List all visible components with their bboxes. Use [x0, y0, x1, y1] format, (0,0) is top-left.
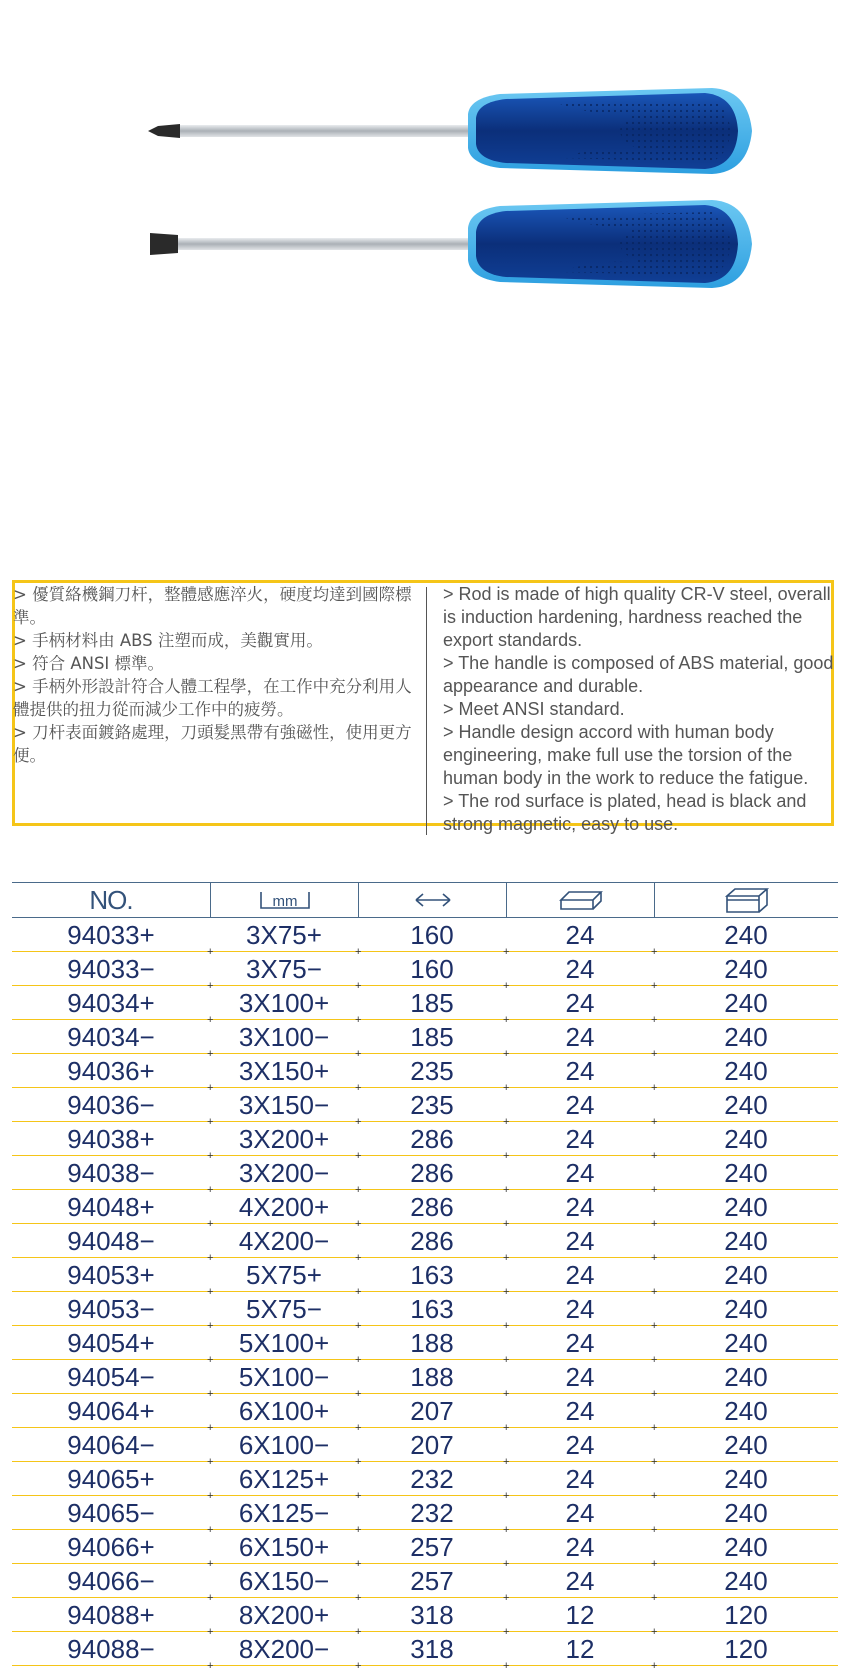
- cell-separator-mark: +: [207, 1218, 214, 1230]
- cell-separator-mark: +: [207, 946, 214, 958]
- cell-inner-qty: 24: [565, 1430, 595, 1460]
- length-arrow-icon: [413, 890, 453, 910]
- cell-separator-mark: +: [355, 1150, 362, 1162]
- cell-separator-mark: +: [503, 1320, 510, 1332]
- cell-carton-qty: 240: [724, 1260, 768, 1290]
- description-en-item: > The rod surface is plated, head is black and strong magnetic, easy to use.: [443, 791, 807, 834]
- cell-size: 4X200−: [238, 1226, 330, 1256]
- cell-separator-mark: +: [355, 1558, 362, 1570]
- table-row: [12, 1156, 838, 1196]
- cell-separator-mark: +: [651, 1286, 658, 1298]
- cell-length: 286: [410, 1158, 454, 1188]
- cell-length: 257: [410, 1566, 454, 1596]
- cell-separator-mark: +: [355, 1592, 362, 1604]
- cell-separator-mark: +: [355, 1048, 362, 1060]
- cell-length: 286: [410, 1226, 454, 1256]
- table-row: [12, 1122, 838, 1162]
- cell-separator-mark: +: [355, 1388, 362, 1400]
- cell-carton-qty: 120: [724, 1634, 768, 1664]
- cell-carton-qty: 240: [724, 1566, 768, 1596]
- cell-inner-qty: 24: [565, 1022, 595, 1052]
- description-chinese: [13, 583, 413, 767]
- header-size: [210, 883, 359, 917]
- cell-separator-mark: +: [503, 980, 510, 992]
- cell-length: 163: [410, 1294, 454, 1324]
- cell-separator-mark: +: [355, 1524, 362, 1536]
- cell-size: 3X75+: [246, 920, 322, 950]
- cell-inner-qty: 24: [565, 1362, 595, 1392]
- cell-separator-mark: +: [355, 1320, 362, 1332]
- cell-separator-mark: +: [207, 1524, 214, 1536]
- cell-separator-mark: +: [503, 1150, 510, 1162]
- cell-separator-mark: +: [207, 1456, 214, 1468]
- cell-separator-mark: +: [355, 1456, 362, 1468]
- cell-separator-mark: +: [651, 1660, 658, 1672]
- cell-length: 207: [410, 1396, 454, 1426]
- cell-carton-qty: 240: [724, 1022, 768, 1052]
- cell-carton-qty: 120: [724, 1600, 768, 1630]
- table-row: [12, 1394, 838, 1434]
- cell-inner-qty: 24: [565, 1294, 595, 1324]
- cell-product-number: 94036−: [67, 1090, 155, 1120]
- cell-product-number: 94066+: [67, 1532, 155, 1562]
- table-row: [12, 1088, 838, 1128]
- table-row: [12, 1598, 838, 1638]
- cell-length: 257: [410, 1532, 454, 1562]
- cell-separator-mark: +: [207, 1490, 214, 1502]
- cell-inner-qty: 24: [565, 1396, 595, 1426]
- cell-size: 3X150+: [238, 1056, 330, 1086]
- cell-carton-qty: 240: [724, 1294, 768, 1324]
- cell-length: 163: [410, 1260, 454, 1290]
- cell-inner-qty: 24: [565, 1226, 595, 1256]
- cell-product-number: 94033+: [67, 920, 155, 950]
- carton-box-icon: [723, 886, 771, 914]
- table-row: [12, 1530, 838, 1570]
- cell-separator-mark: +: [355, 1014, 362, 1026]
- cell-length: 188: [410, 1362, 454, 1392]
- cell-product-number: 94038+: [67, 1124, 155, 1154]
- cell-product-number: 94053−: [67, 1294, 155, 1324]
- cell-separator-mark: +: [503, 946, 510, 958]
- table-row: [12, 1292, 838, 1332]
- cell-separator-mark: +: [503, 1388, 510, 1400]
- cell-separator-mark: +: [651, 1082, 658, 1094]
- cell-carton-qty: 240: [724, 920, 768, 950]
- cell-separator-mark: +: [503, 1422, 510, 1434]
- table-row: [12, 986, 838, 1026]
- cell-separator-mark: +: [651, 1320, 658, 1332]
- table-row: [12, 1190, 838, 1230]
- cell-product-number: 94054+: [67, 1328, 155, 1358]
- cell-product-number: 94048+: [67, 1192, 155, 1222]
- cell-size: 6X150−: [238, 1566, 330, 1596]
- cell-size: 8X200−: [238, 1634, 330, 1664]
- cell-length: 286: [410, 1192, 454, 1222]
- description-divider: [426, 587, 427, 835]
- cell-separator-mark: +: [651, 1490, 658, 1502]
- table-row: [12, 1496, 838, 1536]
- cell-separator-mark: +: [503, 1116, 510, 1128]
- cell-length: 318: [410, 1600, 454, 1630]
- description-zh-item: > 刀杆表面鍍鉻處理，刀頭髮黑帶有強磁性，使用更方便。: [13, 723, 412, 765]
- cell-length: 232: [410, 1498, 454, 1528]
- inner-box-icon: [557, 888, 605, 912]
- table-row: [12, 1564, 838, 1604]
- slotted-tip: [150, 233, 178, 255]
- cell-carton-qty: 240: [724, 1362, 768, 1392]
- cell-product-number: 94034−: [67, 1022, 155, 1052]
- cell-separator-mark: +: [207, 1422, 214, 1434]
- cell-separator-mark: +: [503, 1592, 510, 1604]
- cell-inner-qty: 24: [565, 1124, 595, 1154]
- cell-inner-qty: 24: [565, 1566, 595, 1596]
- cell-separator-mark: +: [503, 1286, 510, 1298]
- cell-inner-qty: 24: [565, 988, 595, 1018]
- table-row: [12, 1326, 838, 1366]
- cell-separator-mark: +: [503, 1558, 510, 1570]
- cell-length: 235: [410, 1090, 454, 1120]
- cell-separator-mark: +: [651, 946, 658, 958]
- cell-separator-mark: +: [503, 1626, 510, 1638]
- cell-separator-mark: +: [207, 1048, 214, 1060]
- cell-separator-mark: +: [355, 1184, 362, 1196]
- cell-product-number: 94064−: [67, 1430, 155, 1460]
- cell-size: 3X75−: [246, 954, 322, 984]
- cell-size: 3X100−: [238, 1022, 330, 1052]
- cell-length: 207: [410, 1430, 454, 1460]
- cell-separator-mark: +: [207, 1150, 214, 1162]
- dimension-mm-icon: [257, 888, 313, 912]
- cell-separator-mark: +: [355, 1218, 362, 1230]
- cell-separator-mark: +: [207, 1184, 214, 1196]
- cell-inner-qty: 24: [565, 1498, 595, 1528]
- table-row: [12, 1360, 838, 1400]
- cell-length: 318: [410, 1634, 454, 1664]
- cell-product-number: 94036+: [67, 1056, 155, 1086]
- cell-product-number: 94064+: [67, 1396, 155, 1426]
- cell-separator-mark: +: [355, 980, 362, 992]
- cell-separator-mark: +: [355, 1422, 362, 1434]
- cell-separator-mark: +: [355, 1354, 362, 1366]
- table-row: [12, 1428, 838, 1468]
- cell-size: 4X200+: [238, 1192, 330, 1222]
- cell-inner-qty: 24: [565, 1532, 595, 1562]
- cell-separator-mark: +: [207, 1592, 214, 1604]
- cell-separator-mark: +: [651, 1116, 658, 1128]
- cell-separator-mark: +: [503, 1490, 510, 1502]
- cell-separator-mark: +: [503, 1218, 510, 1230]
- cell-size: 6X150+: [238, 1532, 330, 1562]
- description-en-item: > Meet ANSI standard.: [443, 699, 625, 719]
- cell-carton-qty: 240: [724, 1158, 768, 1188]
- cell-inner-qty: 24: [565, 954, 595, 984]
- cell-separator-mark: +: [355, 946, 362, 958]
- cell-separator-mark: +: [503, 1082, 510, 1094]
- cell-separator-mark: +: [651, 1524, 658, 1536]
- cell-separator-mark: +: [207, 1116, 214, 1128]
- table-row: [12, 952, 838, 992]
- cell-product-number: 94065−: [67, 1498, 155, 1528]
- header-inner-box: [506, 883, 655, 917]
- cell-carton-qty: 240: [724, 1396, 768, 1426]
- cell-separator-mark: +: [651, 1626, 658, 1638]
- description-english: [443, 583, 839, 836]
- cell-size: 5X100+: [238, 1328, 330, 1358]
- cell-separator-mark: +: [651, 1354, 658, 1366]
- cell-separator-mark: +: [207, 980, 214, 992]
- cell-inner-qty: 24: [565, 920, 595, 950]
- description-zh-item: > 優質絡機鋼刀杆，整體感應淬火，硬度均達到國際標準。: [13, 585, 412, 627]
- description-en-item: > Handle design accord with human body engineering, make full use the torsion of the human body in the work to reduce the fatigue.: [443, 722, 809, 788]
- phillips-tip: [148, 124, 180, 138]
- cell-inner-qty: 24: [565, 1090, 595, 1120]
- cell-product-number: 94034+: [67, 988, 155, 1018]
- cell-carton-qty: 240: [724, 1124, 768, 1154]
- cell-separator-mark: +: [651, 1048, 658, 1060]
- cell-separator-mark: +: [207, 1660, 214, 1672]
- header-carton: [654, 883, 839, 917]
- header-no-label: NO.: [89, 884, 133, 915]
- cell-carton-qty: 240: [724, 1328, 768, 1358]
- cell-length: 160: [410, 920, 454, 950]
- cell-separator-mark: +: [207, 1252, 214, 1264]
- cell-inner-qty: 12: [565, 1634, 595, 1664]
- cell-carton-qty: 240: [724, 1498, 768, 1528]
- table-row: [12, 1632, 838, 1672]
- cell-inner-qty: 24: [565, 1192, 595, 1222]
- cell-carton-qty: 240: [724, 1464, 768, 1494]
- cell-inner-qty: 24: [565, 1056, 595, 1086]
- cell-carton-qty: 240: [724, 1226, 768, 1256]
- table-row: [12, 1462, 838, 1502]
- description-zh-item: > 符合 ANSI 標準。: [13, 654, 165, 673]
- cell-separator-mark: +: [207, 1014, 214, 1026]
- cell-carton-qty: 240: [724, 1192, 768, 1222]
- cell-separator-mark: +: [651, 1252, 658, 1264]
- spec-table: [12, 882, 838, 1672]
- description-zh-item: > 手柄外形設計符合人體工程學，在工作中充分利用人體提供的扭力從而減少工作中的疲勞。: [13, 677, 412, 719]
- cell-product-number: 94033−: [67, 954, 155, 984]
- cell-product-number: 94038−: [67, 1158, 155, 1188]
- shaft: [180, 125, 470, 137]
- slotted-screwdriver: [150, 200, 752, 288]
- table-row: [12, 1020, 838, 1060]
- cell-separator-mark: +: [651, 1388, 658, 1400]
- cell-length: 286: [410, 1124, 454, 1154]
- cell-inner-qty: 24: [565, 1328, 595, 1358]
- cell-carton-qty: 240: [724, 988, 768, 1018]
- cell-separator-mark: +: [651, 1184, 658, 1196]
- cell-separator-mark: +: [503, 1014, 510, 1026]
- cell-size: 8X200+: [238, 1600, 330, 1630]
- cell-carton-qty: 240: [724, 1532, 768, 1562]
- cell-length: 185: [410, 988, 454, 1018]
- cell-length: 188: [410, 1328, 454, 1358]
- cell-separator-mark: +: [355, 1660, 362, 1672]
- cell-inner-qty: 12: [565, 1600, 595, 1630]
- cell-separator-mark: +: [355, 1116, 362, 1128]
- cell-carton-qty: 240: [724, 954, 768, 984]
- cell-separator-mark: +: [355, 1252, 362, 1264]
- cell-separator-mark: +: [503, 1048, 510, 1060]
- cell-separator-mark: +: [207, 1082, 214, 1094]
- cell-length: 235: [410, 1056, 454, 1086]
- cell-length: 160: [410, 954, 454, 984]
- description-en-item: > The handle is composed of ABS material, good appearance and durable.: [443, 653, 834, 696]
- shaft: [178, 238, 470, 250]
- table-row: [12, 1054, 838, 1094]
- cell-separator-mark: +: [207, 1558, 214, 1570]
- cell-separator-mark: +: [651, 1592, 658, 1604]
- header-length: [358, 883, 507, 917]
- cell-carton-qty: 240: [724, 1056, 768, 1086]
- cell-size: 3X200+: [238, 1124, 330, 1154]
- cell-size: 3X200−: [238, 1158, 330, 1188]
- cell-separator-mark: +: [503, 1184, 510, 1196]
- cell-separator-mark: +: [651, 1014, 658, 1026]
- cell-size: 5X100−: [238, 1362, 330, 1392]
- phillips-screwdriver: [148, 88, 752, 174]
- cell-separator-mark: +: [207, 1320, 214, 1332]
- cell-separator-mark: +: [355, 1490, 362, 1502]
- cell-inner-qty: 24: [565, 1464, 595, 1494]
- cell-separator-mark: +: [503, 1524, 510, 1536]
- cell-separator-mark: +: [651, 1150, 658, 1162]
- cell-length: 185: [410, 1022, 454, 1052]
- table-row: [12, 1224, 838, 1264]
- cell-separator-mark: +: [355, 1082, 362, 1094]
- table-body: [12, 918, 838, 1672]
- cell-size: 6X100+: [238, 1396, 330, 1426]
- cell-length: 232: [410, 1464, 454, 1494]
- cell-separator-mark: +: [651, 1456, 658, 1468]
- cell-separator-mark: +: [355, 1286, 362, 1298]
- cell-product-number: 94088+: [67, 1600, 155, 1630]
- cell-separator-mark: +: [651, 980, 658, 992]
- cell-separator-mark: +: [207, 1626, 214, 1638]
- cell-separator-mark: +: [503, 1252, 510, 1264]
- cell-product-number: 94065+: [67, 1464, 155, 1494]
- cell-product-number: 94088−: [67, 1634, 155, 1664]
- cell-size: 6X125−: [238, 1498, 330, 1528]
- cell-product-number: 94066−: [67, 1566, 155, 1596]
- cell-separator-mark: +: [207, 1388, 214, 1400]
- table-row: [12, 918, 838, 958]
- cell-separator-mark: +: [503, 1456, 510, 1468]
- table-header: [12, 882, 838, 918]
- cell-size: 5X75−: [246, 1294, 322, 1324]
- cell-product-number: 94048−: [67, 1226, 155, 1256]
- cell-separator-mark: +: [355, 1626, 362, 1638]
- cell-size: 3X100+: [238, 988, 330, 1018]
- cell-separator-mark: +: [503, 1660, 510, 1672]
- cell-carton-qty: 240: [724, 1090, 768, 1120]
- cell-size: 5X75+: [246, 1260, 322, 1290]
- table-row: [12, 1258, 838, 1298]
- header-no: [12, 883, 210, 917]
- cell-carton-qty: 240: [724, 1430, 768, 1460]
- cell-separator-mark: +: [651, 1422, 658, 1434]
- cell-size: 6X125+: [238, 1464, 330, 1494]
- cell-separator-mark: +: [503, 1354, 510, 1366]
- cell-inner-qty: 24: [565, 1260, 595, 1290]
- cell-inner-qty: 24: [565, 1158, 595, 1188]
- description-zh-item: > 手柄材料由 ABS 注塑而成，美觀實用。: [13, 631, 323, 650]
- header-size-label: mm: [272, 893, 298, 910]
- cell-size: 6X100−: [238, 1430, 330, 1460]
- description-en-item: > Rod is made of high quality CR-V steel, overall is induction hardening, hardness reached the export standards.: [443, 584, 831, 650]
- cell-separator-mark: +: [207, 1354, 214, 1366]
- cell-separator-mark: +: [651, 1218, 658, 1230]
- product-illustration: [0, 0, 850, 560]
- cell-product-number: 94053+: [67, 1260, 155, 1290]
- cell-separator-mark: +: [207, 1286, 214, 1298]
- cell-separator-mark: +: [651, 1558, 658, 1570]
- cell-size: 3X150−: [238, 1090, 330, 1120]
- cell-product-number: 94054−: [67, 1362, 155, 1392]
